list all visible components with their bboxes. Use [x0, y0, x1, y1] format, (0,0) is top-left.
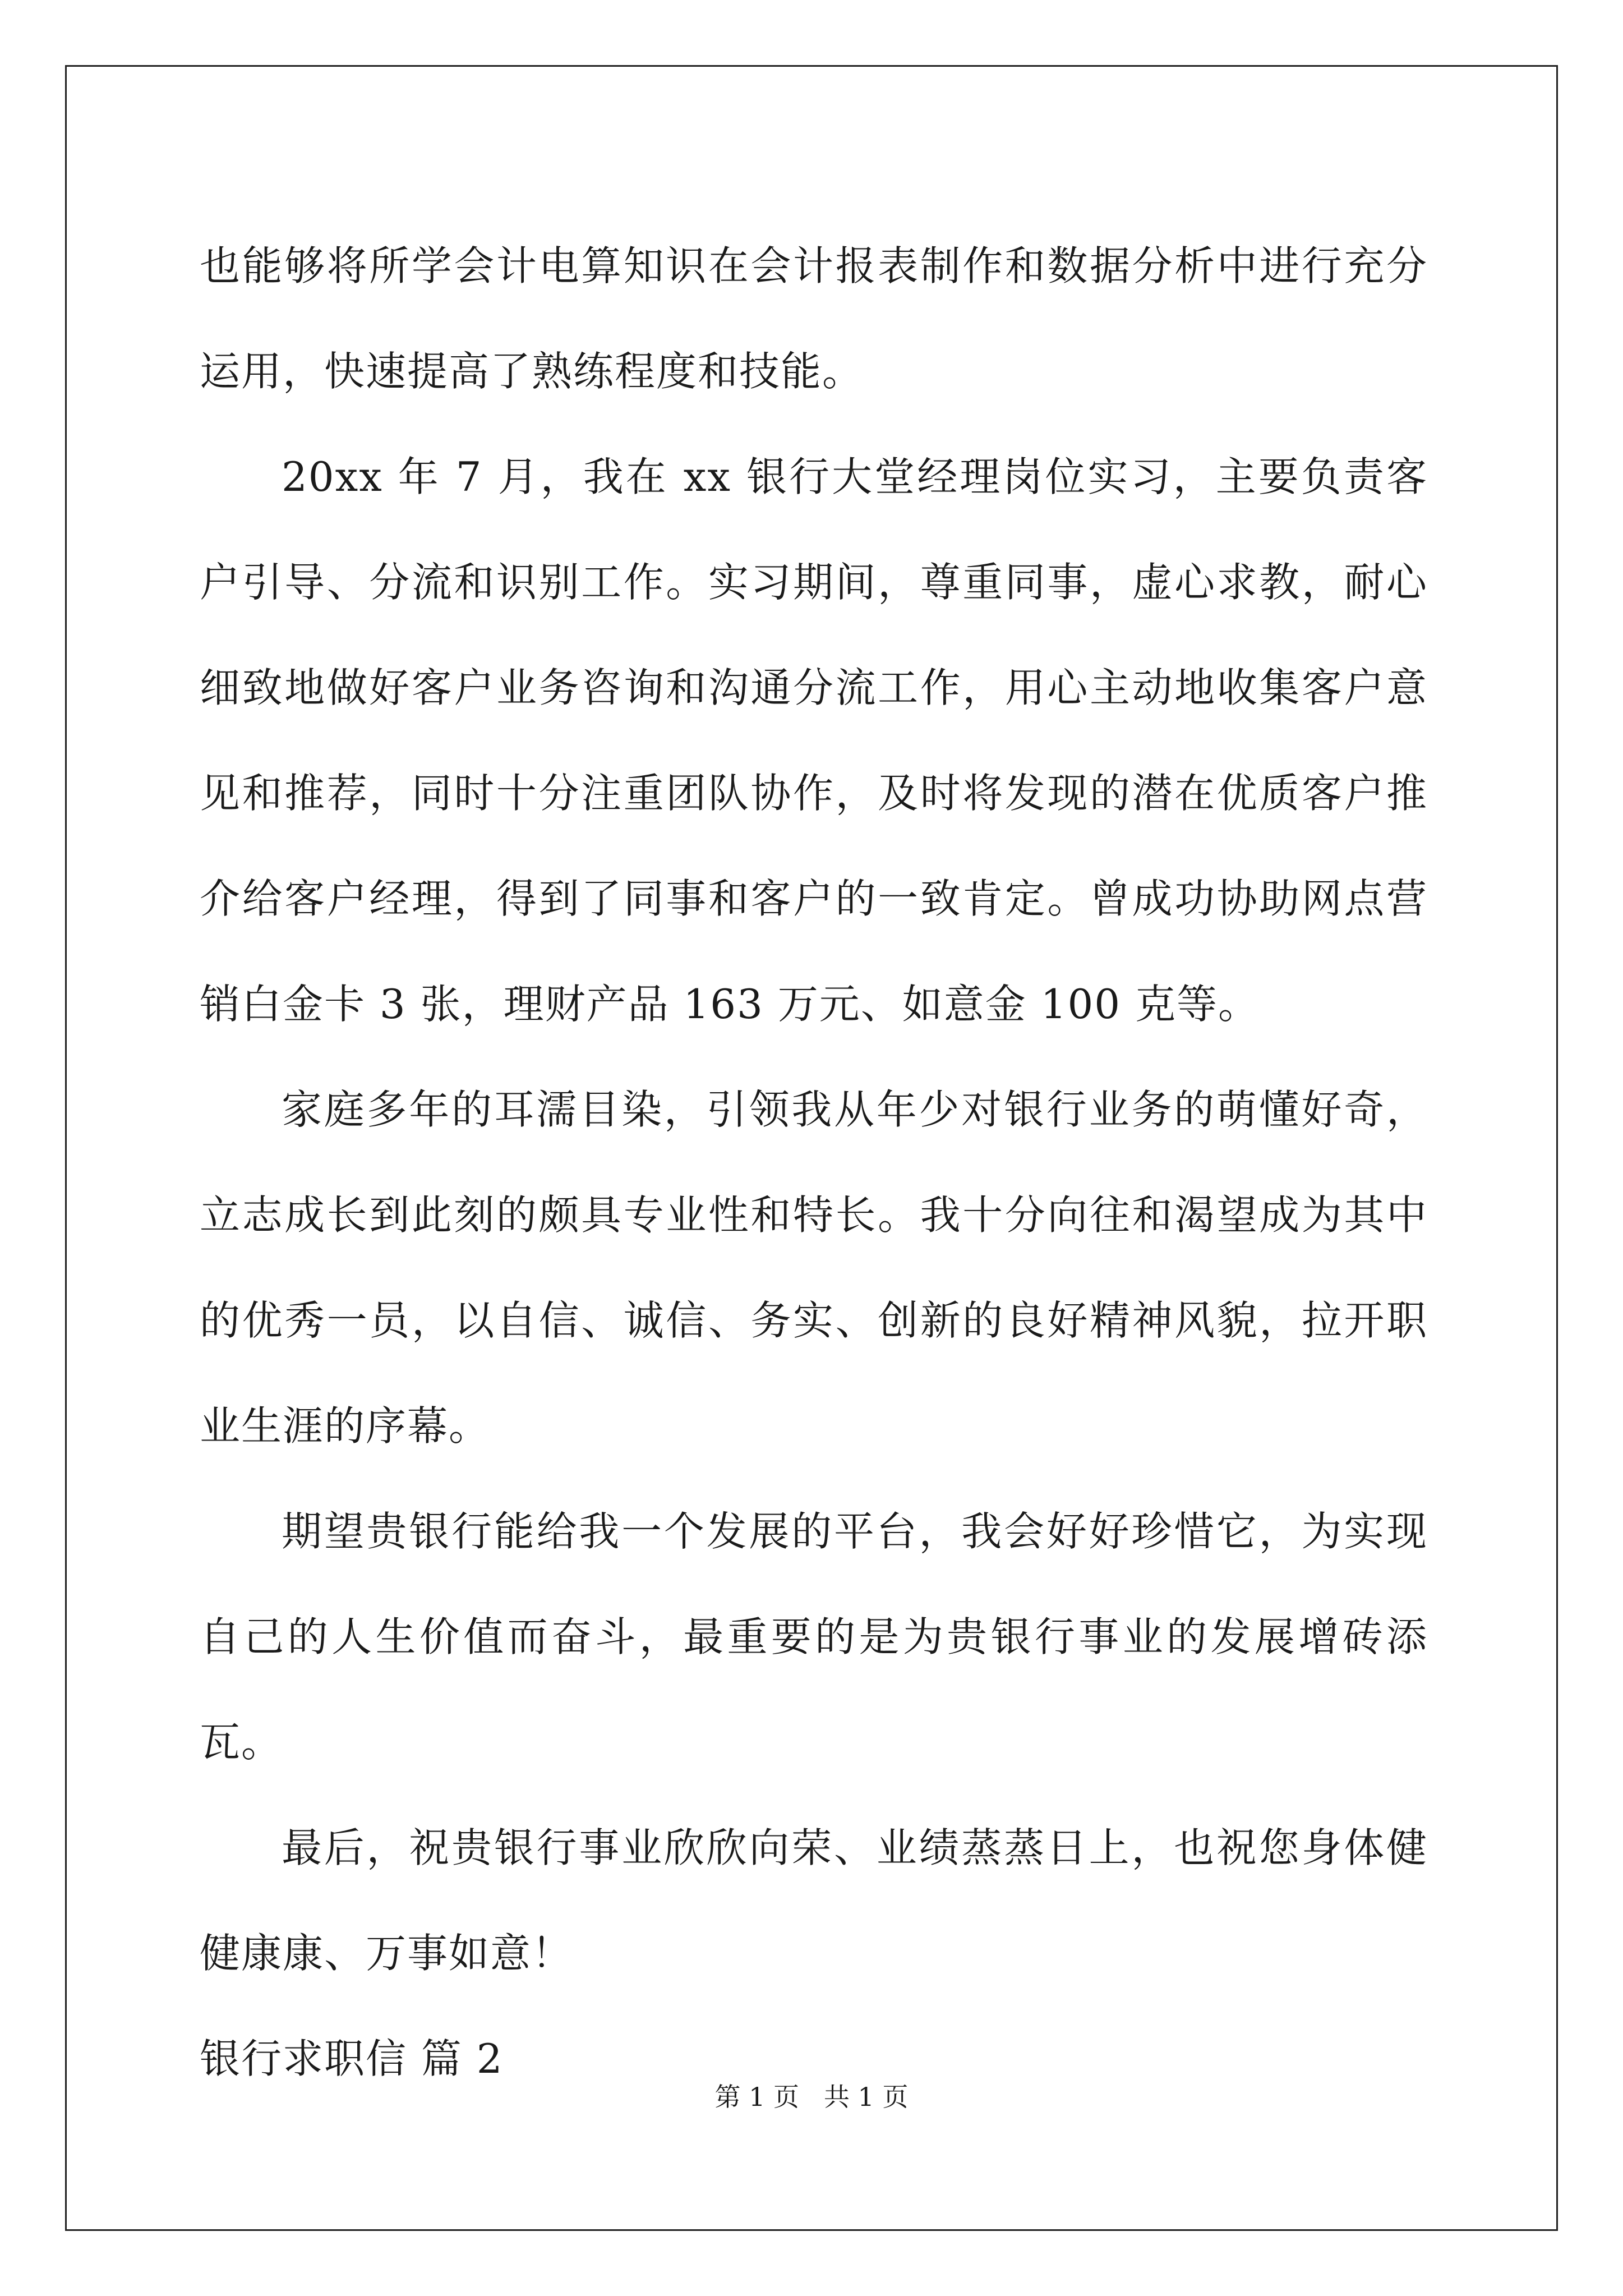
page-total: 共 1 页 [823, 2082, 909, 2112]
paragraph-internship: 20xx 年 7 月，我在 xx 银行大堂经理岗位实习，主要负责客户引导、分流和识别工作。实习期间，尊重同事，虚心求教，耐心细致地做好客户业务咨询和沟通分流工作，用心主动地收集客户意见和推荐，同时十分注重团队协作，及时将发现的潜在优质客户推介给客户经理，得到了同事和客户的一致肯定。曾成功协助网点营销白金卡 3 张，理财产品 163 万元、如意金 100 克等。 [200, 453, 1428, 1028]
paragraph-family-background: 家庭多年的耳濡目染，引领我从年少对银行业务的萌懂好奇，立志成长到此刻的颇具专业性和特长。我十分向往和渴望成为其中的优秀一员，以自信、诚信、务实、创新的良好精神风貌，拉开职业生涯的序幕。 [200, 1086, 1428, 1450]
paragraph-closing-wishes: 最后，祝贵银行事业欣欣向荣、业绩蒸蒸日上，也祝您身体健健康康、万事如意！ [200, 1824, 1428, 1977]
page-number: 第 1 页 [714, 2082, 800, 2112]
paragraph-aspiration: 期望贵银行能给我一个发展的平台，我会好好珍惜它，为实现自己的人生价值而奋斗，最重要的是为贵银行事业的发展增砖添瓦。 [200, 1508, 1428, 1766]
page-footer [0, 2080, 1623, 2114]
paragraph-continuation: 也能够将所学会计电算知识在会计报表制作和数据分析中进行充分运用，快速提高了熟练程度和技能。 [200, 242, 1428, 395]
document-body [200, 213, 1428, 2111]
section-heading: 银行求职信 篇 2 [200, 2035, 504, 2082]
